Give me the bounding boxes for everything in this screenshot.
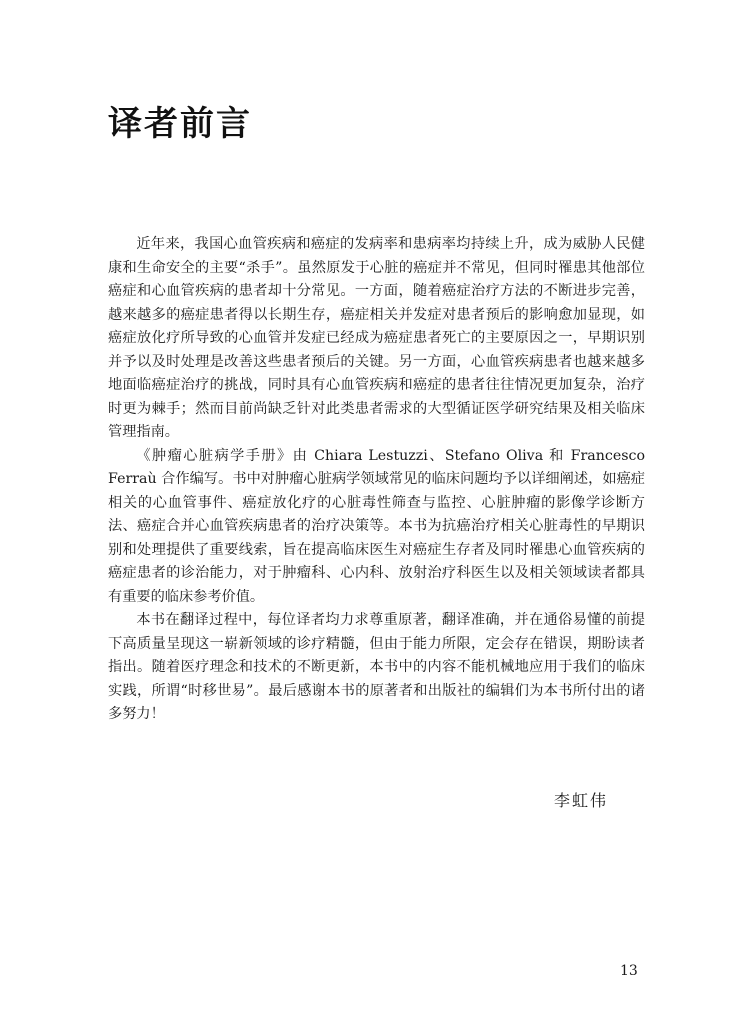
preface-body	[108, 233, 645, 727]
page-number: 13	[620, 963, 638, 979]
paragraph-3: 本书在翻译过程中，每位译者均力求尊重原著，翻译准确，并在通俗易懂的前提下高质量呈现这一崭新领域的诊疗精髓，但由于能力所限，定会存在错误，期盼读者指出。随着医疗理念和技术的不断更新，本书中的内容不能机械地应用于我们的临床实践，所谓“时移世易”。最后感谢本书的原著者和出版社的编辑们为本书所付出的诸多努力！	[108, 612, 645, 722]
paragraph-1: 近年来，我国心血管疾病和癌症的发病率和患病率均持续上升，成为威胁人民健康和生命安全的主要“杀手”。虽然原发于心脏的癌症并不常见，但同时罹患其他部位癌症和心血管疾病的患者却十分常见。一方面，随着癌症治疗方法的不断进步完善，越来越多的癌症患者得以长期生存，癌症相关并发症对患者预后的影响愈加显现，如癌症放化疗所导致的心血管并发症已经成为癌症患者死亡的主要原因之一，早期识别并予以及时处理是改善这些患者预后的关键。另一方面，心血管疾病患者也越来越多地面临癌症治疗的挑战，同时具有心血管疾病和癌症的患者往往情况更加复杂，治疗时更为棘手；然而目前尚缺乏针对此类患者需求的大型循证医学研究结果及相关临床管理指南。	[108, 236, 645, 440]
page-title: 译者前言	[108, 104, 252, 144]
translator-signature: 李虹伟	[554, 791, 609, 810]
paragraph-2: 《肿瘤心脏病学手册》由 Chiara Lestuzzi、Stefano Oliva 和 Francesco Ferraù 合作编写。书中对肿瘤心脏病学领域常见的临床问题均予以详细阐述，如癌症相关的心血管事件、癌症放化疗的心脏毒性筛查与监控、心脏肿瘤的影像学诊断方法、癌症合并心血管疾病患者的治疗决策等。本书为抗癌治疗相关心脏毒性的早期识别和处理提供了重要线索，旨在提高临床医生对癌症生存者及同时罹患心血管疾病的癌症患者的诊治能力，对于肿瘤科、心内科、放射治疗科医生以及相关领域读者都具有重要的临床参考价值。	[108, 447, 645, 605]
